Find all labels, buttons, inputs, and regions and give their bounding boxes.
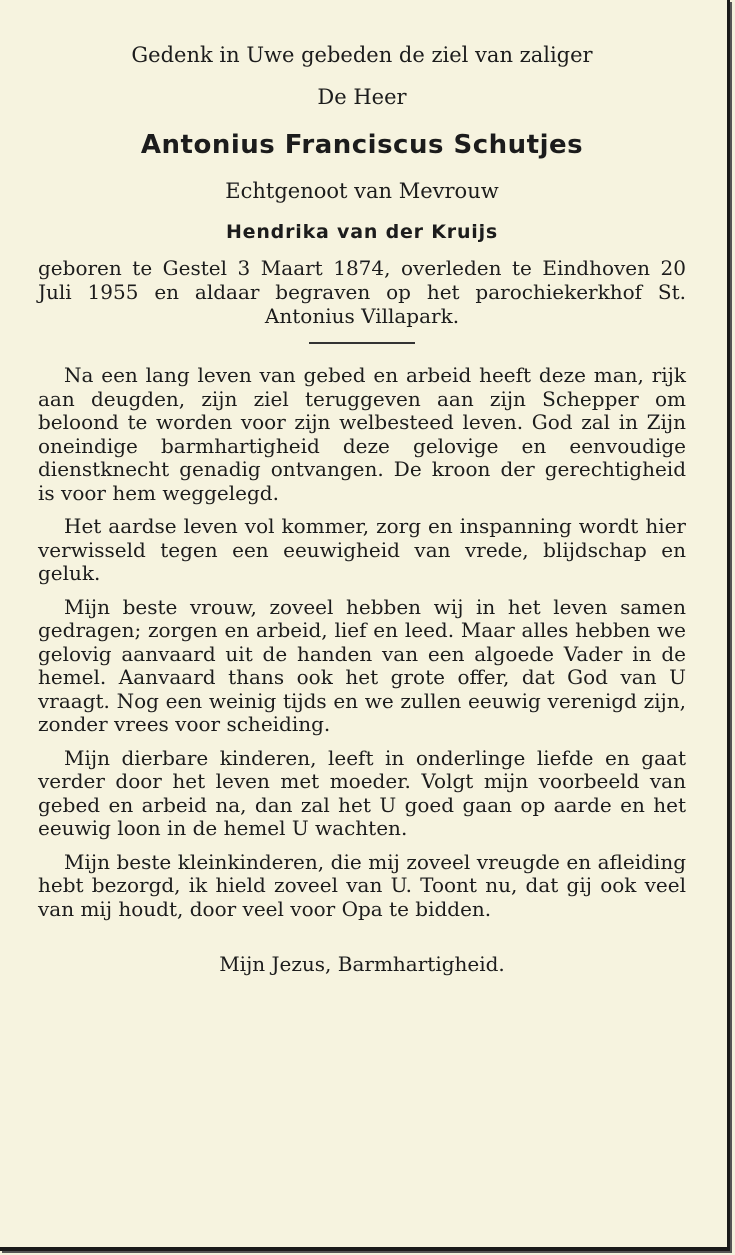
spouse-intro: Echtgenoot van Mevrouw [225, 179, 499, 203]
paragraph-5: Mijn beste kleinkinderen, die mij zoveel vreugde en afleiding hebt bezorgd, ik hield zoveel van U. Toont nu, dat gij ook veel van mij houdt, door veel voor Opa te bidden. [38, 849, 686, 921]
paragraph-3: Mijn beste vrouw, zoveel hebben wij in het leven samen gedragen; zorgen en arbeid, lief en leed. Maar alles hebben we gelovig aanvaard uit de handen van een algoede Vader in de hemel. Aanvaard thans ook het grote offer, dat God van U vraagt. Nog een weinig tijds en we zullen eeuwig verenigd zijn, zonder vrees voor scheiding. [38, 594, 686, 736]
intro-line: Gedenk in Uwe gebeden de ziel van zaliger [131, 43, 593, 67]
paragraph-4: Mijn dierbare kinderen, leeft in onderlinge liefde en gaat verder door het leven met moeder. Volgt mijn voorbeeld van gebed en arbeid na, dan zal het U goed gaan op aarde en het eeuwig loon in de hemel U wachten. [38, 745, 686, 840]
honorific: De Heer [317, 85, 407, 109]
spouse-name: Hendrika van der Kruijs [225, 221, 499, 243]
paragraph-1: Na een lang leven van gebed en arbeid heeft deze man, rijk aan deugden, zijn ziel teruggeven aan zijn Schepper om beloond te worden voor zijn welbesteed leven. God zal in Zijn oneindige barmhartigheid deze gelovige en eenvoudige dienstknecht genadig ontvangen. De kroon der gerechtigheid is voor hem weggelegd. [38, 363, 686, 505]
paragraph-2: Het aardse leven vol kommer, zorg en inspanning wordt hier verwisseld tegen een eeuwigheid van vrede, blijdschap en geluk. [38, 514, 686, 585]
deceased-name: Antonius Franciscus Schutjes [140, 130, 584, 160]
closing-prayer: Mijn Jezus, Barmhartigheid. [219, 952, 505, 976]
card-content [38, 40, 686, 977]
birth-death-details: geboren te Gestel 3 Maart 1874, overleden te Eindhoven 20 Juli 1955 en aldaar begraven op het parochiekerkhof St. Antonius Villapark. [38, 256, 686, 328]
divider-rule [309, 342, 415, 344]
